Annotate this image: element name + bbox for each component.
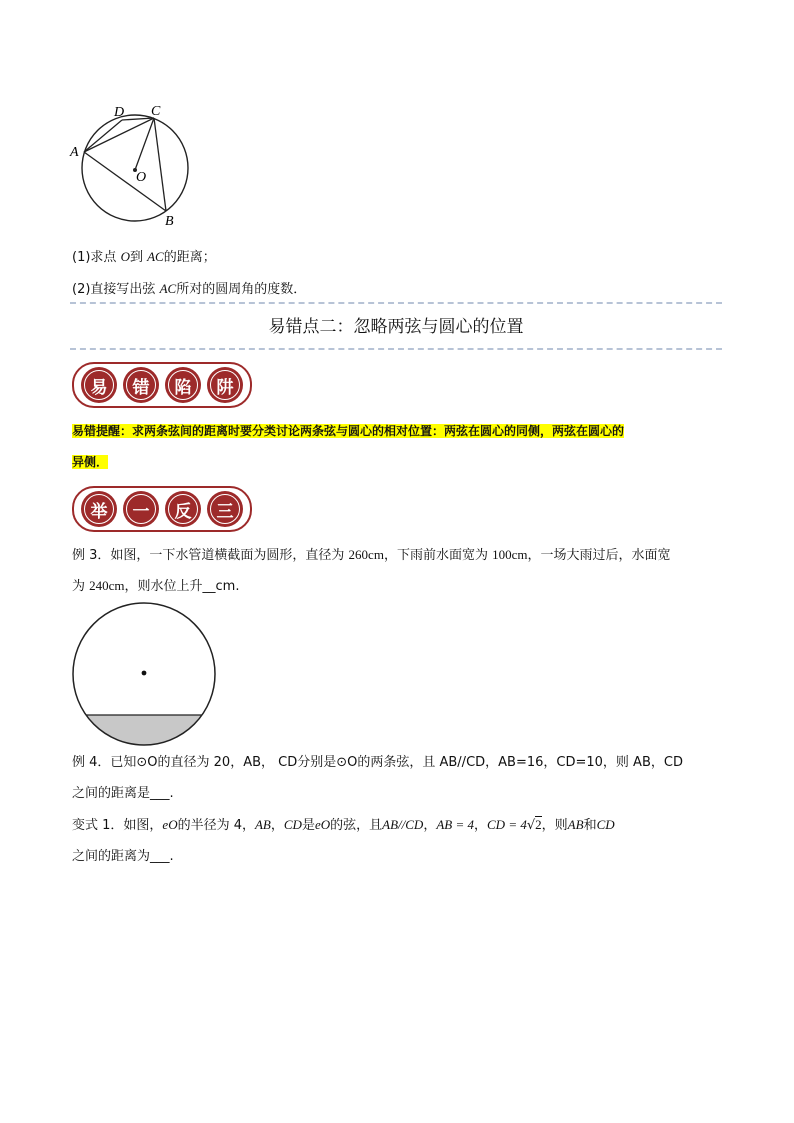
ex3-text-c: ，下雨前水面宽为 xyxy=(383,548,493,563)
tip-line-2 xyxy=(72,450,108,473)
badge-trap-3 xyxy=(165,367,201,403)
chord-cb xyxy=(154,118,166,211)
badge-example-4 xyxy=(207,491,243,527)
label-a: A xyxy=(70,145,79,160)
q2-ac: AC xyxy=(159,281,177,296)
badge-trap-1-text: 易 xyxy=(90,377,108,398)
section-title: 易错点二：忽略两弦与圆心的位置 xyxy=(268,317,524,337)
section-divider-bottom xyxy=(70,348,722,350)
ex3-width-after: 240cm xyxy=(89,578,125,593)
tip-line-1 xyxy=(72,419,624,442)
q2-prefix: (2)直接写出弦 xyxy=(72,282,160,297)
ex3-width-before: 100cm xyxy=(492,547,528,562)
var1-text-t: 和 xyxy=(583,818,597,833)
ex3-diameter: 260cm xyxy=(348,547,384,562)
badge-example-4-text: 三 xyxy=(216,501,234,522)
q1-mid: 到 xyxy=(129,250,148,265)
badge-example-3-text: 反 xyxy=(174,501,192,522)
var1-text-d: 的半径为 4， xyxy=(177,818,255,833)
figure-circle-abcd xyxy=(66,100,196,230)
var1-text-h: 是 xyxy=(301,818,315,833)
pipe-center-point xyxy=(142,671,147,676)
var1-comma-1: ， xyxy=(270,818,284,833)
ex3-text-e: ，一场大雨过后，水面宽 xyxy=(527,548,671,563)
sqrt-icon: √ xyxy=(526,818,536,833)
var1-ab-1: AB xyxy=(254,817,271,832)
tip-text-2: 异侧． xyxy=(72,455,109,469)
var1-sqrt-radicand: 2 xyxy=(535,817,542,832)
badge-row-example xyxy=(72,486,252,532)
var1-o-1: O xyxy=(168,817,178,832)
var1-circle-symbol-2: e xyxy=(314,817,321,832)
badge-example-2 xyxy=(123,491,159,527)
var1-circle-symbol-1: e xyxy=(162,817,169,832)
var1-comma-2: ， xyxy=(423,818,437,833)
question-1 xyxy=(72,247,216,268)
q1-ac: AC xyxy=(147,249,164,264)
label-d: D xyxy=(114,105,125,120)
chord-ab xyxy=(84,152,166,211)
section-divider-top xyxy=(70,302,722,304)
badge-example-3 xyxy=(165,491,201,527)
var1-text-k: 的弦，且 xyxy=(330,818,383,833)
var1-cd-2: CD xyxy=(596,817,615,832)
var1-parallel: AB//CD xyxy=(382,817,424,832)
example3-line-2 xyxy=(72,576,239,597)
label-c: C xyxy=(151,104,161,119)
ex3-text-a: 例 3．如图，一下水管道横截面为圆形，直径为 xyxy=(72,548,349,563)
var1-o-2: O xyxy=(320,817,331,832)
tip-text-1: 易错提醒：求两条弦间的距离时要分类讨论两条弦与圆心的相对位置：两弦在圆心的同侧，两弦在圆心的 xyxy=(72,424,625,438)
badge-trap-4-text: 阱 xyxy=(216,377,234,398)
badge-row-trap xyxy=(72,362,252,408)
badge-trap-2 xyxy=(123,367,159,403)
q1-suffix: 的距离； xyxy=(163,250,216,265)
badge-trap-3-text: 陷 xyxy=(174,377,192,398)
var1-cd-1: CD xyxy=(283,817,302,832)
badge-trap-1 xyxy=(81,367,117,403)
label-o: O xyxy=(136,170,147,185)
label-b: B xyxy=(165,214,174,229)
q1-prefix: (1)求点 xyxy=(72,250,121,265)
var1-ab-length: AB = 4 xyxy=(436,817,474,832)
figure-pipe-cross-section xyxy=(70,602,218,750)
q1-point-o: O xyxy=(120,249,130,264)
var1-text-a: 变式 1．如图， xyxy=(72,818,163,833)
question-2 xyxy=(72,279,306,300)
example3-line-1 xyxy=(72,545,670,566)
ex3-text-g: ，则水位上升__cm. xyxy=(124,579,240,594)
badge-example-1 xyxy=(81,491,117,527)
badge-trap-2-text: 错 xyxy=(132,377,150,398)
ex3-text-f: 为 xyxy=(72,579,90,594)
badge-example-2-text: 一 xyxy=(132,501,150,522)
example4-line-2: 之间的距离是___. xyxy=(72,786,174,801)
var1-ab-2: AB xyxy=(567,817,584,832)
var1-text-r: ，则 xyxy=(541,818,568,833)
badge-trap-4 xyxy=(207,367,243,403)
example4-line-1: 例 4．已知⊙O的直径为 20，AB， CD分别是⊙O的两条弦，且 AB//CD，AB=16，CD=10，则 AB，CD xyxy=(72,755,683,770)
var1-comma-3: ， xyxy=(474,818,488,833)
var1-cd-length: CD = 4 xyxy=(487,817,527,832)
q2-suffix: 所对的圆周角的度数． xyxy=(176,282,307,297)
variant1-line-1 xyxy=(72,815,615,836)
badge-example-1-text: 举 xyxy=(90,501,108,522)
variant1-line-2: 之间的距离为___. xyxy=(72,849,174,864)
